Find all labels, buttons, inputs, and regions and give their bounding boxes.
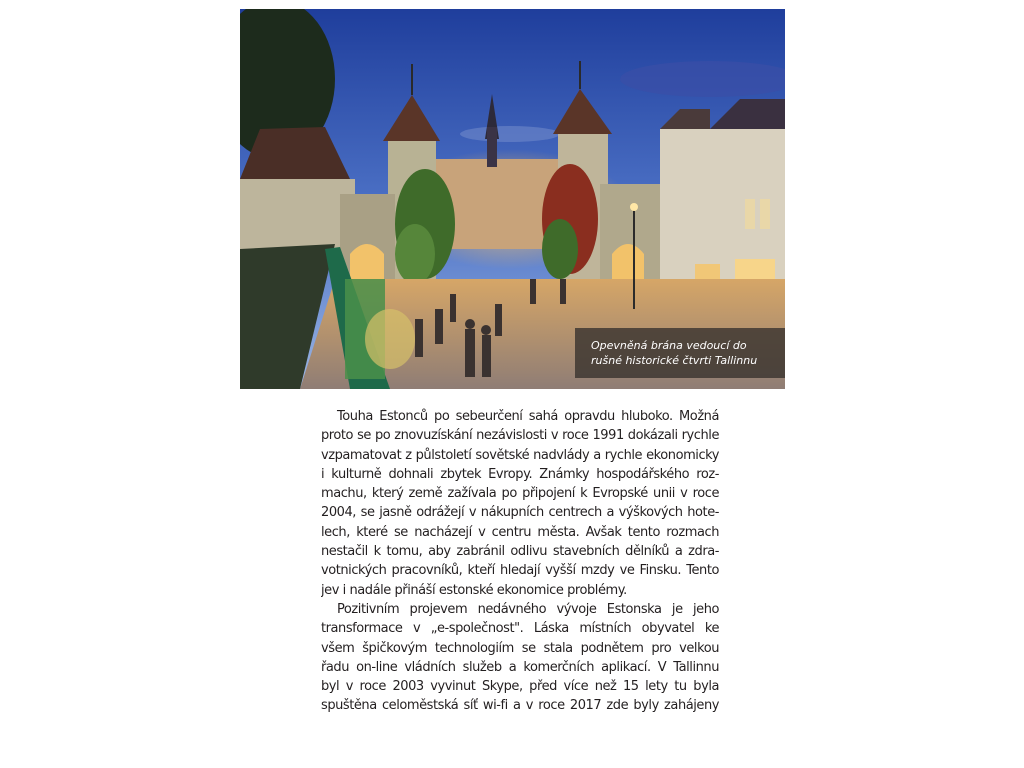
text-line: jev i nadále přináší estonské ekonomice problémy. xyxy=(321,582,627,598)
text-line: Touha Estonců po sebeurčení sahá opravdu hluboko. Možná xyxy=(337,409,719,424)
text-line: spuštěna celoměstská síť wi-fi a v roce 2017 zde byly zahájeny xyxy=(321,698,719,714)
text-line: 2004, se jasně odrážejí v nákupních centrech a výškových hote- xyxy=(321,505,719,521)
text-line: proto se po znovuzískání nezávislosti v roce 1991 dokázali rychle xyxy=(321,428,719,444)
text-line: votnických pracovníků, kteří hledají vyšší mzdy ve Finsku. Tento xyxy=(321,563,719,579)
paragraph-1 xyxy=(321,407,719,600)
text-line: transformace v „e-společnost". Láska místních obyvatel ke xyxy=(321,621,719,637)
photo-caption xyxy=(575,328,785,378)
text-line: všem špičkovým technologiím se stala podnětem pro velkou xyxy=(321,640,719,656)
text-line: byl v roce 2003 vyvinut Skype, před více než 15 lety tu byla xyxy=(321,679,719,695)
text-line: Pozitivním projevem nedávného vývoje Estonska je jeho xyxy=(337,601,719,617)
article-text xyxy=(321,407,719,716)
text-line: i kulturně dohnali zbytek Evropy. Známky hospodářského roz- xyxy=(321,466,719,482)
text-line: řadu on-line vládních služeb a komerčních aplikací. V Tallinnu xyxy=(321,659,719,675)
text-line: machu, který země zažívala po připojení k Evropské unii v roce xyxy=(321,486,719,502)
text-line: vzpamatovat z půlstoletí sovětské nadvlády a rychle ekonomicky xyxy=(321,447,719,463)
caption-line: rušné historické čtvrti Tallinnu xyxy=(591,354,758,367)
caption-line: Opevněná brána vedoucí do xyxy=(591,339,747,352)
paragraph-2 xyxy=(321,600,719,716)
text-line: lech, které se nacházejí v centru města. Avšak tento rozmach xyxy=(321,524,719,540)
text-line: nestačil k tomu, aby zabránil odlivu stavebních dělníků a zdra- xyxy=(321,544,719,560)
